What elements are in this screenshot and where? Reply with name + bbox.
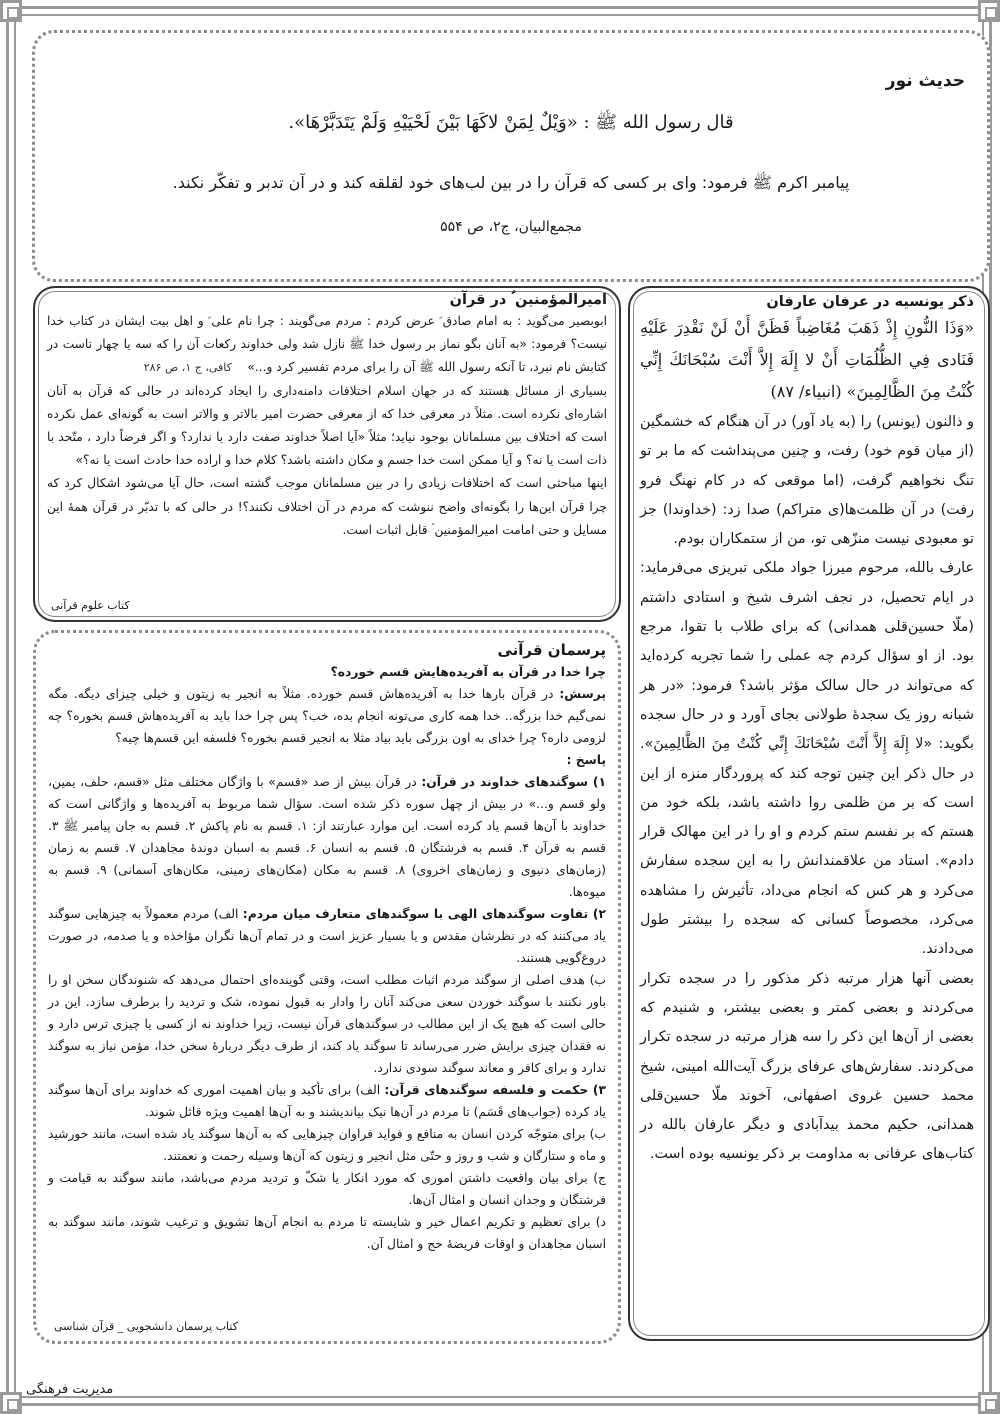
hadith-arabic-text: قال رسول الله ﷺ : «وَیْلٌ لِمَنْ لاکَهَا بَیْنَ لَحْیَیْهِ وَلَمْ یَتَدَبَّرْهَا». [288, 112, 734, 133]
answer-section-3c: ج) برای بیان واقعیت داشتن اموری که مورد انکار یا شکّ و تردید مردم می‌باشد، مانند سوگند به قیامت و فرشتگان و وجدان انسان و امثال آن‌ها. [48, 1171, 606, 1207]
answer-section-2 [48, 903, 606, 969]
yunus-quran-verse: «وَذَا النُّونِ إِذْ ذَهَبَ مُغَاضِباً فَظَنَّ أَنْ لَنْ نَقْدِرَ عَلَيْهِ فَنَادى فِي الظُّلُمَاتِ أَنْ لا إِلَهَ إِلاَّ أَنْتَ سُبْحَانَكَ إِنِّي كُنْتُ مِنَ الظَّالِمِينَ» (انبیاء/ ۸۷) [640, 318, 974, 401]
hadith-title: حدیث نور [885, 71, 965, 91]
porseman-title: پرسمان قرآنی [497, 641, 606, 659]
section-text: الف) برای تأکید و بیان اهمیت اموری که خداوند برای آن‌ها سوگند یاد کرده (جواب‌های قَسَم) تا مردم در آن‌ها نیک بیاندیشند و به آن‌ها اهمیت ویژه قائل شوند. [48, 1083, 606, 1119]
amir-paragraph: بسیاری از مسائل هستند که در جهان اسلام اختلافات دامنه‌داری را ایجاد کرده‌اند در حالی که قرآن به آنان اشاره‌ای نکرده است. مثلاً در معرفی خدا که از معرفی حضرت امیر بالاتر و والاتر است به گونه‌ای عمل نکرده است که اختلاف بین مسلمانان بوجود نیاید؛ مثلاً «آیا اصلاً خداوند صفت دارد یا ندارد؟ و اگر فرضاً دارد ، متّحد با ذات است یا نه؟ و آیا ممکن است خدا جسم و مکان داشته باشد؟ کلام خدا و اراده خدا حادث است یا نه؟» [47, 383, 607, 468]
corner-ornament-icon [978, 1392, 1000, 1414]
answer-section-3 [48, 1079, 606, 1123]
corner-ornament-icon [0, 1392, 22, 1414]
amir-title: امیرالمؤمنین ؑ در قرآن [449, 292, 607, 308]
hadith-translation: پیامبر اکرم ﷺ فرمود: وای بر کسی که قرآن را در بین لب‌های خود لقلقه کند و در آن تدبر و تفکّر نکند. [172, 173, 850, 192]
amir-source: کتاب علوم قرآنی [51, 599, 130, 612]
corner-ornament-icon [0, 0, 22, 22]
question-text: در قرآن بارها خدا به آفریده‌هاش قسم خورده. مثلاً به انجیر به زیتون و خیلی چیزای دیگه. مگه نمی‌گیم خدا بزرگه.. خدا همه کاری می‌تونه انجام بده، خب؟ پس چرا خدا باید به آفریده‌هاش قسم بخوره؟ چه لزومی داره؟ چرا خدای به اون بزرگی باید بیاد مثلا به انجیر قسم بخوره؟ فلسفه این قسم‌ها چیه؟ [48, 687, 606, 745]
amir-quran-box [33, 286, 621, 622]
amir-paragraph-text: ابوبصیر می‌گوید : به امام صادق ؑ عرض کردم : مردم می‌گویند : چرا نام علی ؑ و اهل بیت ایشان در کتاب خدا نیست؟ فرمود: «به آنان بگو نماز بر رسول خدا ﷺ نازل شد ولی خداوند رکعات آن را که سه یا چهار تاست در کتابش نام نبرد، تا آنکه رسول الله ﷺ آن را برای مردم تفسیر کرد و...» [47, 314, 607, 375]
section-title: ۱) سوگندهای خداوند در قرآن: [421, 775, 606, 789]
section-title: ۲) تفاوت سوگندهای الهی با سوگندهای متعارف میان مردم: [242, 907, 606, 921]
answer-section-1 [48, 771, 606, 903]
section-text: الف) مردم معمولاً به چیزهایی سوگند یاد می‌کنند که در نظرشان مقدس و یا بسیار عزیز است و در تمام آن‌ها نگران مؤاخذه و یا صدمه، در صورت دروغ‌گویی هستند. [48, 907, 606, 965]
hadith-source: مجمع‌البیان، ج۲، ص ۵۵۴ [440, 219, 582, 235]
section-text: در قرآن بیش از صد «قسم» با واژگان مختلف مثل «قسم، حلف، یمین، ولو قسم و...» در بیش از چهل سوره ذکر شده است. سؤال شما مربوط به آفریده‌ها و واژگانی است که خداوند با آن‌ها قسم یاد کرده است. این موارد عبارتند از: ۱. قسم به نام پاکش ۲. قسم به جان پیامبر ﷺ ۳. قسم به قرآن ۴. قسم به فرشتگان ۵. قسم به انسان ۶. قسم به اسبان دوندهٔ مجاهدان ۷. قسم به زمان (زمان‌های دنیوی و زمان‌های اخروی) ۸. قسم به مکان (مکان‌های زمینی، مکان‌های آسمانی) ۹. قسم به میوه‌ها. [48, 775, 606, 899]
porseman-qurani-box [33, 630, 621, 1344]
yunus-paragraph: عارف بالله، مرحوم میرزا جواد ملکی تبریزی می‌فرماید: در ایام تحصیل، در نجف اشرف شیخ و استادی داشتم (ملّا حسین‌قلی همدانی) که برای طلاب با تقوا، مرجع بود. از او سؤال کردم چه عملی را شما تجربه کرده‌اید که می‌تواند در حال سالک مؤثر باشد؟ فرمود: «در هر شبانه روز یک سجدهٔ طولانی بجای آورد و در حال سجده بگوید: «لا إِلَهَ إِلاَّ أَنْتَ سُبْحَانَكَ إِنِّي كُنْتُ مِنَ الظَّالِمِينَ». در حال ذکر این چنین توجه کند که پروردگار منزه از این است که بر من ظلمی روا داشته باشد، بلکه خود من هستم که بر نفسم ستم کردم و او را در این مهالک قرار دادم». استاد من علاقمندانش را به این سجده سفارش می‌کرد و هر کس که انجام می‌داد، تأثیرش را مشاهده می‌کرد، مخصوصاً کسانی که سجده را بیشتر طول می‌دادند. [640, 560, 974, 958]
corner-ornament-icon [978, 0, 1000, 22]
answer-label: پاسخ : [566, 753, 606, 767]
amir-paragraph: اینها مباحثی است که اختلافات زیادی را در بین مسلمانان موجب گشته است، حال آیا می‌شود اشکال کرد که چرا قرآن این‌ها را بگونه‌ای واضح ننوشت که مردم در آن اختلاف نکنند؟! در حالی که با تدبّر در قرآن همهٔ این مسایل و حتی امامت امیرالمؤمنین ؑ قابل اثبات است. [47, 476, 607, 537]
answer-section-2b: ب) هدف اصلی از سوگند مردم اثبات مطلب است، وقتی گوینده‌ای احتمال می‌دهد که شنوندگان سخن او را باور نکنند با سوگند خوردن سعی می‌کند آنان را وادار به قبول نموده، شک و تردید را برطرف سازد. این در حالی است که هیچ یک از این مطالب در سوگندهای قرآن نیست، زیرا خداوند نه از کسی یا چیزی ترس دارد و نه فقدان چیزی برایش ضرر می‌رساند تا سوگند یاد کند، از طرف دیگر دربارهٔ سخن خدا، مؤمن نیاز به سوگند ندارد و برای کافر و معاند سوگند سودی ندارد. [48, 973, 606, 1075]
answer-section-3b: ب) برای متوجّه کردن انسان به منافع و فواید فراوان چیزهایی که به آن‌ها سوگند یاد شده است، مانند خورشید و ماه و ستارگان و شب و روز و حتّی مثل انجیر و زیتون که آن‌ها وسیله رحمت و نعمتند. [48, 1127, 606, 1163]
amir-paragraph [47, 310, 607, 380]
section-title: ۳) حکمت و فلسفه سوگندهای قرآن: [384, 1083, 607, 1097]
yunus-paragraph: بعضی آنها هزار مرتبه ذکر مذکور را در سجده تکرار می‌کردند و بعضی کمتر و بعضی بیشتر، و شنیدم که بعضی از آن‌ها این ذکر را سه هزار مرتبه در سجده تکرار می‌کردند. سفارش‌های عرفای بزرگ آیت‌الله امینی، شیخ محمد حسین غروی اصفهانی، آخوند ملّا حسین‌قلی همدانی، حکیم محمد بیدآبادی و دیگر عارفان بالله در کتاب‌های عرفانی به مداومت بر ذکر یونسیه بوده است. [640, 970, 974, 1163]
porseman-source: کتاب پرسمان دانشجویی _ قرآن شناسی [54, 1320, 238, 1333]
question-label: پرسش: [559, 687, 606, 701]
footer-label: مدیریت فرهنگی [26, 1382, 114, 1397]
question-title: چرا خدا در قرآن به آفریده‌هایش قسم خورده؟ [330, 665, 606, 679]
amir-reference: کافی، ج ۱، ص ۲۸۶ [143, 361, 232, 375]
question-paragraph [48, 683, 606, 749]
yunus-paragraph: و ذالنون (یونس) را (به یاد آور) در آن هنگام که خشمگین (از میان قوم خود) رفت، و چنین می‌پنداشت که ما بر تو تنگ نخواهیم گرفت، (اما موقعی که در کام نهنگ فرو رفت) در آن ظلمت‌ها(ی متراکم) صدا زد: (خداوندا) جز تو معبودی نیست منزّهی تو، من از ستمکاران بودم. [640, 414, 974, 548]
yunus-dhikr-box [628, 286, 990, 1341]
hadith-box [32, 30, 990, 282]
yunus-title: ذکر یونسیه در عرفان عارفان [766, 294, 974, 310]
answer-section-3d: د) برای تعظیم و تکریم اعمال خیر و شایسته تا مردم به انجام آن‌ها تشویق و ترغیب شوند، مانند سوگند به اسبان مجاهدان و اوقات فریضهٔ حج و امثال آن. [48, 1215, 606, 1251]
